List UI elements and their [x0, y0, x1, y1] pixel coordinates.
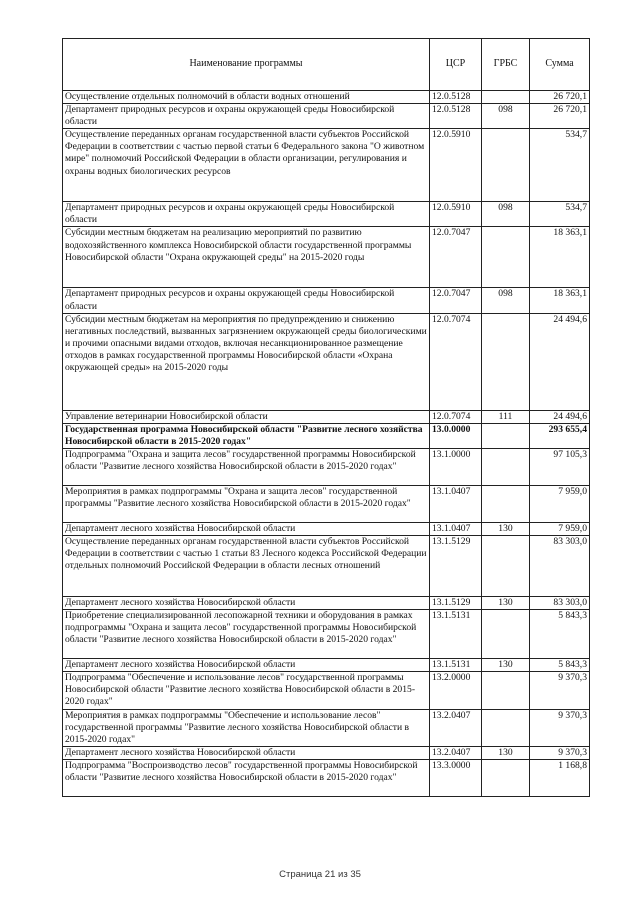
row-grbs-cell [482, 759, 530, 796]
row-csr-cell: 13.1.5131 [430, 610, 482, 659]
table-row [63, 610, 590, 659]
row-sum-cell: 83 303,0 [530, 597, 590, 610]
header-name: Наименование программы [63, 39, 430, 91]
row-csr-cell: 13.3.0000 [430, 759, 482, 796]
row-sum-cell: 293 655,4 [530, 423, 590, 448]
page-number: Страница 21 из 35 [279, 869, 361, 880]
row-csr-cell: 13.1.5129 [430, 536, 482, 597]
row-name-cell: Подпрограмма "Охрана и защита лесов" государственной программы Новосибирской области "Развитие лесного хозяйства Новосибирской области в 2015-2020 годах" [63, 448, 430, 485]
row-name-cell: Департамент лесного хозяйства Новосибирской области [63, 746, 430, 759]
row-csr-cell: 13.1.5129 [430, 597, 482, 610]
row-csr-cell: 12.0.5910 [430, 129, 482, 202]
row-grbs-cell [482, 313, 530, 410]
row-sum-cell: 26 720,1 [530, 104, 590, 129]
row-grbs-cell [482, 448, 530, 485]
row-sum-cell: 534,7 [530, 129, 590, 202]
row-grbs-cell [482, 610, 530, 659]
table-row [63, 202, 590, 227]
row-grbs-cell [482, 423, 530, 448]
row-csr-cell: 12.0.7047 [430, 227, 482, 288]
table-row [63, 522, 590, 535]
row-grbs-cell: 098 [482, 288, 530, 313]
table-row [63, 536, 590, 597]
header-csr: ЦСР [430, 39, 482, 91]
row-csr-cell: 12.0.7074 [430, 313, 482, 410]
row-name-cell: Приобретение специализированной лесопожарной техники и оборудования в рамках подпрограммы "Охрана и защита лесов" государственной программы Новосибирской области "Развитие лесного хозяйства Новосибирской области в 2015-2020 годах" [63, 610, 430, 659]
row-sum-cell: 24 494,6 [530, 410, 590, 423]
row-name-cell: Подпрограмма "Обеспечение и использование лесов" государственной программы Новосибирской области "Развитие лесного хозяйства Новосибирской области в 2015-2020 годах" [63, 672, 430, 709]
table-row [63, 227, 590, 288]
row-name-cell: Осуществление отдельных полномочий в области водных отношений [63, 91, 430, 104]
row-sum-cell: 26 720,1 [530, 91, 590, 104]
row-name-cell: Департамент лесного хозяйства Новосибирской области [63, 597, 430, 610]
row-csr-cell: 13.1.0407 [430, 485, 482, 522]
table-row [63, 759, 590, 796]
row-sum-cell: 534,7 [530, 202, 590, 227]
table-row [63, 659, 590, 672]
row-name-cell: Осуществление переданных органам государственной власти субъектов Российской Федерации в соответствии с частью 1 статьи 83 Лесного кодекса Российской Федерации отдельных полномочий Российской Федерации в области лесных отношений [63, 536, 430, 597]
row-grbs-cell [482, 91, 530, 104]
row-name-cell: Управление ветеринарии Новосибирской области [63, 410, 430, 423]
table-row [63, 313, 590, 410]
row-grbs-cell [482, 129, 530, 202]
row-csr-cell: 13.2.0407 [430, 746, 482, 759]
row-sum-cell: 9 370,3 [530, 672, 590, 709]
row-name-cell: Мероприятия в рамках подпрограммы "Охрана и защита лесов" государственной программы "Развитие лесного хозяйства Новосибирской области в 2015-2020 годах" [63, 485, 430, 522]
row-grbs-cell [482, 709, 530, 746]
row-sum-cell: 5 843,3 [530, 659, 590, 672]
budget-table [62, 38, 590, 797]
row-csr-cell: 13.1.0407 [430, 522, 482, 535]
row-grbs-cell: 098 [482, 202, 530, 227]
table-row [63, 288, 590, 313]
row-name-cell: Департамент природных ресурсов и охраны окружающей среды Новосибирской области [63, 104, 430, 129]
row-csr-cell: 13.2.0000 [430, 672, 482, 709]
row-grbs-cell: 130 [482, 659, 530, 672]
row-csr-cell: 12.0.5910 [430, 202, 482, 227]
row-csr-cell: 12.0.5128 [430, 91, 482, 104]
table-row [63, 410, 590, 423]
row-csr-cell: 12.0.5128 [430, 104, 482, 129]
row-name-cell: Департамент лесного хозяйства Новосибирской области [63, 522, 430, 535]
row-grbs-cell [482, 672, 530, 709]
row-grbs-cell [482, 536, 530, 597]
table-row [63, 597, 590, 610]
row-csr-cell: 13.1.5131 [430, 659, 482, 672]
table-row [63, 104, 590, 129]
row-grbs-cell: 130 [482, 597, 530, 610]
row-grbs-cell: 130 [482, 746, 530, 759]
table-body [63, 91, 590, 797]
row-csr-cell: 13.2.0407 [430, 709, 482, 746]
table-row [63, 709, 590, 746]
row-name-cell: Департамент природных ресурсов и охраны окружающей среды Новосибирской области [63, 202, 430, 227]
table-header-row [63, 39, 590, 91]
row-csr-cell: 12.0.7074 [430, 410, 482, 423]
row-name-cell: Мероприятия в рамках подпрограммы "Обеспечение и использование лесов" государственной программы "Развитие лесного хозяйства Новосибирской области в 2015-2020 годах" [63, 709, 430, 746]
table-row [63, 129, 590, 202]
row-csr-cell: 12.0.7047 [430, 288, 482, 313]
row-grbs-cell: 111 [482, 410, 530, 423]
row-name-cell: Департамент природных ресурсов и охраны окружающей среды Новосибирской области [63, 288, 430, 313]
row-sum-cell: 7 959,0 [530, 485, 590, 522]
row-sum-cell: 18 363,1 [530, 288, 590, 313]
table-row [63, 672, 590, 709]
row-sum-cell: 83 303,0 [530, 536, 590, 597]
row-grbs-cell [482, 485, 530, 522]
row-grbs-cell [482, 227, 530, 288]
table-row [63, 91, 590, 104]
row-grbs-cell: 130 [482, 522, 530, 535]
row-csr-cell: 13.0.0000 [430, 423, 482, 448]
row-name-cell: Субсидии местным бюджетам на мероприятия по предупреждению и снижению негативных последствий, вызванных загрязнением окружающей среды биологическими и прочими опасными видами отходов, включая несанкционированное размещение отходов в рамках государственной программы Новосибирской области «Охрана окружающей среды» на 2015-2020 годы [63, 313, 430, 410]
row-sum-cell: 5 843,3 [530, 610, 590, 659]
row-name-cell: Осуществление переданных органам государственной власти субъектов Российской Федерации в соответствии с частью первой статьи 6 Федерального закона "О животном мире" полномочий Российской Федерации в области организации, регулирования и охраны водных биологических ресурсов [63, 129, 430, 202]
row-sum-cell: 9 370,3 [530, 746, 590, 759]
table-row [63, 746, 590, 759]
row-name-cell: Субсидии местным бюджетам на реализацию мероприятий по развитию водохозяйственного комплекса Новосибирской области государственной программы Новосибирской области "Охрана окружающей среды" на 2015-2020 годы [63, 227, 430, 288]
row-name-cell: Департамент лесного хозяйства Новосибирской области [63, 659, 430, 672]
row-sum-cell: 24 494,6 [530, 313, 590, 410]
table-row [63, 485, 590, 522]
header-sum: Сумма [530, 39, 590, 91]
row-sum-cell: 9 370,3 [530, 709, 590, 746]
row-sum-cell: 7 959,0 [530, 522, 590, 535]
row-csr-cell: 13.1.0000 [430, 448, 482, 485]
row-grbs-cell: 098 [482, 104, 530, 129]
table-row [63, 423, 590, 448]
table-row [63, 448, 590, 485]
row-name-cell: Государственная программа Новосибирской области "Развитие лесного хозяйства Новосибирской области в 2015-2020 годах" [63, 423, 430, 448]
row-name-cell: Подпрограмма "Воспроизводство лесов" государственной программы Новосибирской области "Развитие лесного хозяйства Новосибирской области в 2015-2020 годах" [63, 759, 430, 796]
row-sum-cell: 1 168,8 [530, 759, 590, 796]
row-sum-cell: 97 105,3 [530, 448, 590, 485]
header-grbs: ГРБС [482, 39, 530, 91]
row-sum-cell: 18 363,1 [530, 227, 590, 288]
